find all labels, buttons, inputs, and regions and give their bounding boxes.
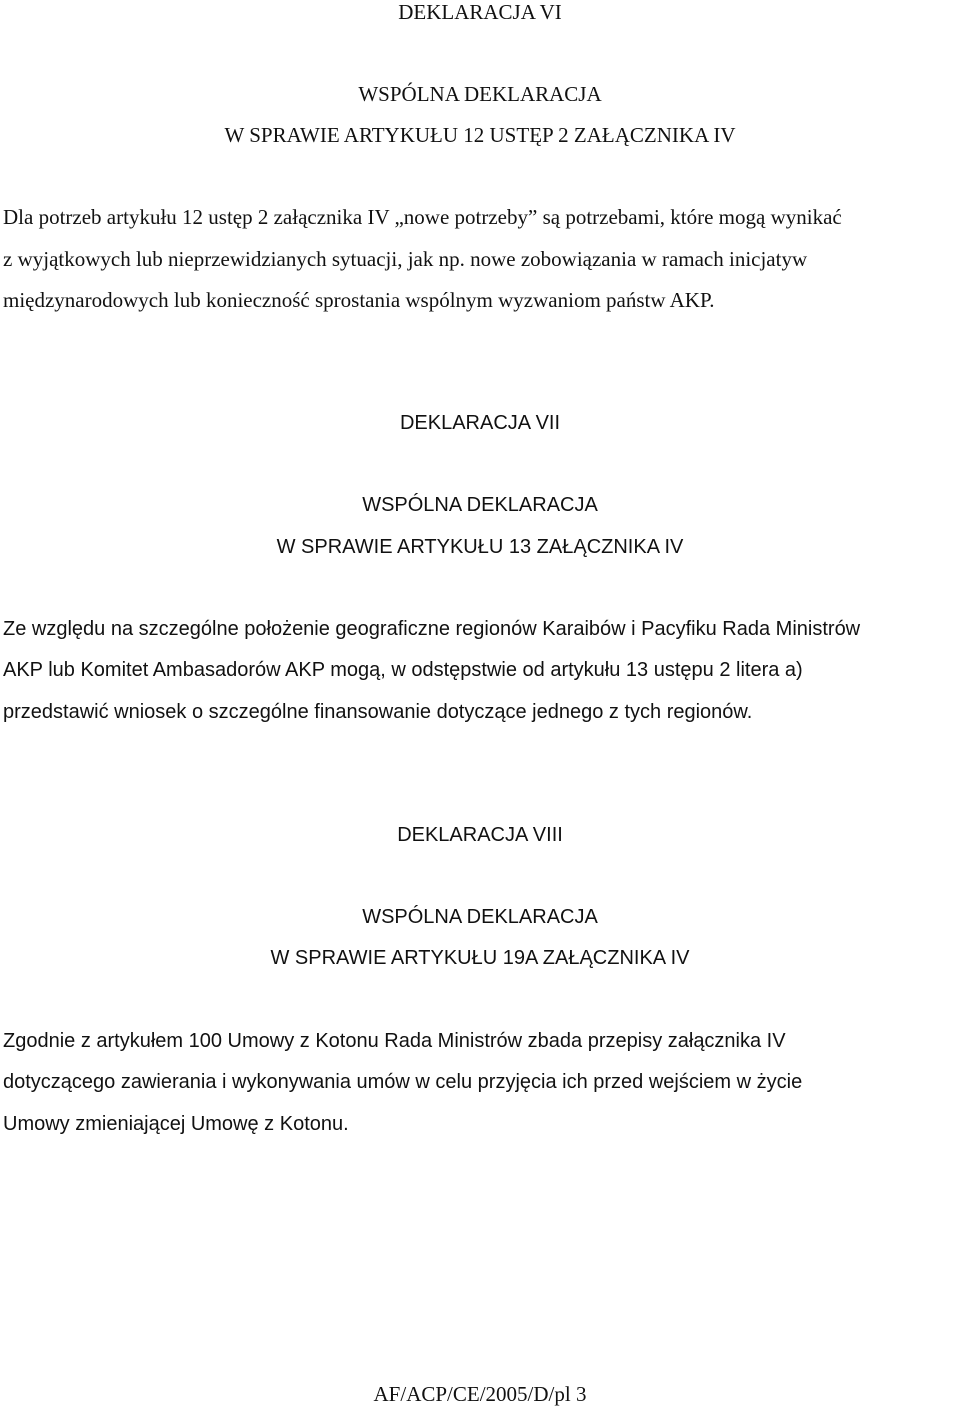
declaration-6-subheading-article: W SPRAWIE ARTYKUŁU 12 USTĘP 2 ZAŁĄCZNIKA IV [224,123,736,147]
declaration-8-body-line-1: Zgodnie z artykułem 100 Umowy z Kotonu Rada Ministrów zbada przepisy załącznika IV [3,1030,786,1052]
declaration-6-body-line-3: międzynarodowych lub konieczność sprostania wspólnym wyzwaniom państw AKP. [3,288,715,312]
declaration-6-subheading-joint: WSPÓLNA DEKLARACJA [358,82,602,106]
declaration-7-heading: DEKLARACJA VII [399,412,561,434]
declaration-7-subheading-joint: WSPÓLNA DEKLARACJA [362,494,598,516]
declaration-8-heading: DEKLARACJA VIII [397,824,563,846]
declaration-8-subheading-joint: WSPÓLNA DEKLARACJA [362,906,598,928]
declaration-7-subheading-article: W SPRAWIE ARTYKUŁU 13 ZAŁĄCZNIKA IV [276,536,684,558]
declaration-6-heading: DEKLARACJA VI [398,0,562,24]
declaration-7-body-line-3: przedstawić wniosek o szczególne finansowanie dotyczące jednego z tych regionów. [3,701,753,723]
declaration-6-body-line-2: z wyjątkowych lub nieprzewidzianych sytuacji, jak np. nowe zobowiązania w ramach inicjatyw [3,247,808,271]
declaration-8-body-line-3: Umowy zmieniającej Umowę z Kotonu. [3,1113,349,1135]
document-reference-footer: AF/ACP/CE/2005/D/pl 3 [373,1382,587,1406]
declaration-8-body-line-2: dotyczącego zawierania i wykonywania umów w celu przyjęcia ich przed wejściem w życie [3,1071,803,1093]
declaration-6-body-line-1: Dla potrzeb artykułu 12 ustęp 2 załącznika IV „nowe potrzeby” są potrzebami, które mogą wynikać [3,205,842,229]
declaration-7-body-line-2: AKP lub Komitet Ambasadorów AKP mogą, w odstępstwie od artykułu 13 ustępu 2 litera a) [3,659,803,681]
declaration-8-subheading-article: W SPRAWIE ARTYKUŁU 19A ZAŁĄCZNIKA IV [270,947,690,969]
declaration-7-body-line-1: Ze względu na szczególne położenie geograficzne regionów Karaibów i Pacyfiku Rada Ministrów [3,618,861,640]
